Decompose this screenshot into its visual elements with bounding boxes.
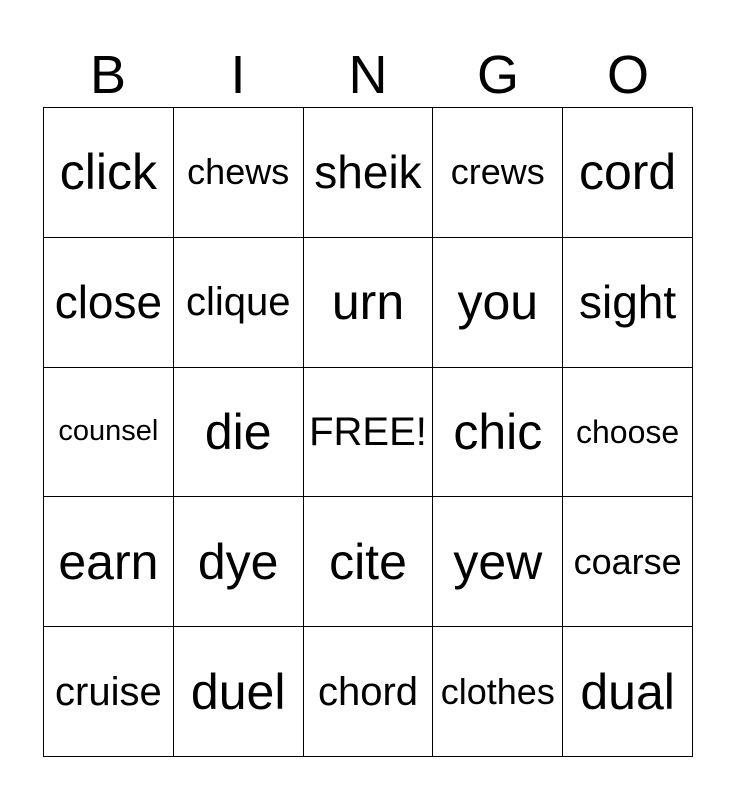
bingo-cell: urn (304, 238, 434, 368)
bingo-card-grid (43, 107, 693, 757)
header-letter-g: G (476, 45, 519, 105)
bingo-cell: chews (174, 108, 304, 238)
bingo-cell: cite (304, 497, 434, 627)
bingo-cell: sight (563, 238, 693, 368)
bingo-cell: click (44, 108, 174, 238)
header-letter-b: B (89, 45, 127, 105)
bingo-cell: chic (433, 368, 563, 498)
header-letter-o: O (606, 45, 649, 105)
bingo-cell: FREE! (304, 368, 434, 498)
bingo-cell: coarse (563, 497, 693, 627)
bingo-cell: sheik (304, 108, 434, 238)
bingo-cell: crews (433, 108, 563, 238)
bingo-cell: choose (563, 368, 693, 498)
bingo-cell: chord (304, 627, 434, 757)
bingo-cell: cruise (44, 627, 174, 757)
bingo-cell: earn (44, 497, 174, 627)
header-letter-i: I (230, 45, 246, 105)
bingo-cell: close (44, 238, 174, 368)
bingo-cell: duel (174, 627, 304, 757)
bingo-cell: die (174, 368, 304, 498)
bingo-cell: yew (433, 497, 563, 627)
bingo-cell: counsel (44, 368, 174, 498)
bingo-header (43, 44, 693, 106)
bingo-cell: dye (174, 497, 304, 627)
header-letter-n: N (348, 45, 388, 105)
bingo-cell: cord (563, 108, 693, 238)
bingo-cell: dual (563, 627, 693, 757)
bingo-cell: clique (174, 238, 304, 368)
bingo-cell: clothes (433, 627, 563, 757)
bingo-cell: you (433, 238, 563, 368)
